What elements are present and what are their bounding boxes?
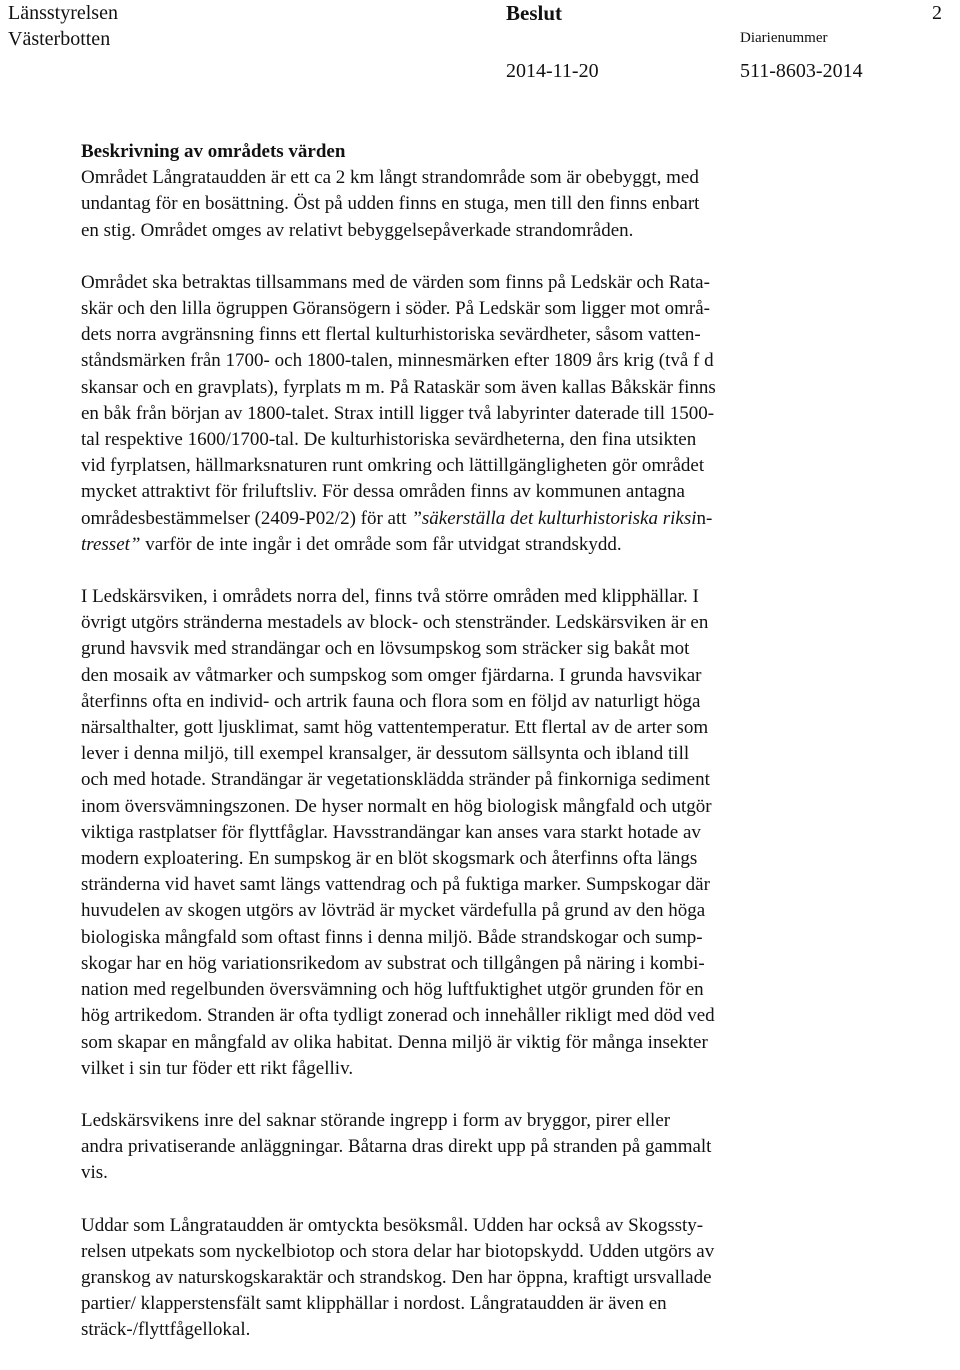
text-line — [81, 532, 881, 558]
italic-quote: ”säkerställa det kulturhistoriska riksi — [411, 507, 697, 529]
text-line: hög artrikedom. Stranden är ofta tydligt zonerad och innehåller rikligt med död ved — [81, 1005, 715, 1027]
text-line: I Ledskärsviken, i områdets norra del, finns två större områden med klipphällar. I — [81, 586, 699, 608]
paragraph-2 — [81, 270, 881, 558]
text-line: tal respektive 1600/1700-tal. De kulturhistoriska sevärdheterna, den fina utsikten — [81, 429, 697, 451]
paragraph-1 — [81, 165, 881, 244]
text-line: viktiga rastplatser för flyttfåglar. Havsstrandängar kan anses vara starkt hotade av — [81, 821, 701, 843]
paragraph-5 — [81, 1213, 881, 1344]
text-run: varför de inte ingår i det område som får utvidgat strandskydd. — [140, 533, 622, 555]
text-line: en båk från början av 1800-talet. Strax intill ligger två labyrinter daterade till 1500- — [81, 402, 715, 424]
text-line: stränderna vid havet samt längs vattendrag och på fuktiga marker. Sumpskogar där — [81, 874, 710, 896]
diarienummer-value: 511-8603-2014 — [740, 60, 863, 82]
text-line: vid fyrplatsen, hällmarksnaturen runt omkring och lättillgängligheten gör området — [81, 455, 705, 477]
text-line: övrigt utgörs stränderna mestadels av block- och stenstränder. Ledskärsviken är en — [81, 612, 709, 634]
text-line: skansar och en gravplats), fyrplats m m. På Rataskär som även kallas Båkskär finns — [81, 376, 716, 398]
text-line: den mosaik av våtmarker och sumpskog som omger fjärdarna. I grunda havsvikar — [81, 664, 702, 686]
text-line: dets norra avgränsning finns ett flertal kulturhistoriska sevärdheter, såsom vatten- — [81, 324, 701, 346]
text-line: Uddar som Långrataudden är omtyckta besöksmål. Udden har också av Skogssty- — [81, 1214, 704, 1236]
page-number: 2 — [932, 2, 942, 24]
paragraph-3 — [81, 584, 881, 1082]
text-line: sträck-/flyttfågellokal. — [81, 1319, 251, 1341]
text-line: modern exploatering. En sumpskog är en blöt skogsmark och återfinns ofta längs — [81, 848, 698, 870]
organization-region: Västerbotten — [8, 28, 111, 50]
text-line: granskog av naturskogskaraktär och strandskog. Den har öppna, kraftigt ursvallade — [81, 1266, 712, 1288]
paragraph-4 — [81, 1108, 881, 1187]
organization-name: Länsstyrelsen — [8, 2, 118, 24]
text-line: biologiska mångfald som oftast finns i denna miljö. Både strandskogar och sump- — [81, 926, 703, 948]
text-line: huvudelen av skogen utgörs av lövträd är mycket värdefulla på grund av den höga — [81, 900, 706, 922]
text-line — [81, 506, 881, 532]
text-line: grund havsvik med strandängar och en lövsumpskog som sträcker sig bakåt mot — [81, 638, 690, 660]
text-line: Ledskärsvikens inre del saknar störande ingrepp i form av bryggor, pirer eller — [81, 1109, 671, 1131]
text-line: lever i denna miljö, till exempel kransalger, är dessutom sällsynta och ibland till — [81, 743, 690, 765]
document-date: 2014-11-20 — [506, 60, 599, 82]
text-line: närsalthalter, gott ljusklimat, samt hög vattentemperatur. Ett flertal av de arter som — [81, 717, 709, 739]
text-line: andra privatiserande anläggningar. Båtarna dras direkt upp på stranden på gammalt — [81, 1136, 712, 1158]
text-line: skogar har en hög variationsrikedom av substrat och tillgången på näring i kombi- — [81, 952, 705, 974]
text-line: och med hotade. Strandängar är vegetationsklädda stränder på finkorniga sediment — [81, 769, 710, 791]
text-line: ståndsmärken från 1700- och 1800-talen, minnesmärken efter 1809 års krig (två f d — [81, 350, 714, 372]
text-line: återfinns ofta en individ- och artrik fauna och flora som en följd av naturligt höga — [81, 690, 701, 712]
text-run: n- — [696, 507, 713, 529]
document-body — [81, 139, 881, 1370]
text-line: nation med regelbunden översvämning och hög luftfuktighet utgör grunden för en — [81, 979, 704, 1001]
text-line: skär och den lilla ögruppen Göransögern i söder. På Ledskär som ligger mot områ- — [81, 298, 710, 320]
text-line: en stig. Området omges av relativt bebyggelsepåverkade strandområden. — [81, 219, 634, 241]
text-line: som skapar en mångfald av olika habitat. Denna miljö är viktig för många insekter — [81, 1031, 708, 1053]
text-line: vis. — [81, 1162, 108, 1184]
document-type: Beslut — [506, 1, 563, 25]
text-line: inom översvämningszonen. De hyser normalt en hög biologisk mångfald och utgör — [81, 795, 712, 817]
text-line: Området Långrataudden är ett ca 2 km långt strandområde som är obebyggt, med — [81, 167, 699, 189]
text-run: områdesbestämmelser (2409-P02/2) för att — [81, 507, 412, 529]
text-line: partier/ klapperstensfält samt klipphällar i nordost. Långrataudden är även en — [81, 1293, 667, 1315]
text-line: vilket i sin tur föder ett rikt fågelliv. — [81, 1057, 354, 1079]
italic-quote: tresset” — [81, 533, 141, 555]
text-line: relsen utpekats som nyckelbiotop och stora delar har biotopskydd. Udden utgörs av — [81, 1240, 715, 1262]
diarienummer-label: Diarienummer — [740, 30, 828, 46]
text-line: mycket attraktivt för friluftsliv. För dessa områden finns av kommunen antagna — [81, 481, 685, 503]
text-line: Området ska betraktas tillsammans med de värden som finns på Ledskär och Rata- — [81, 271, 710, 293]
text-line: undantag för en bosättning. Öst på udden finns en stuga, men till den finns enbart — [81, 193, 700, 215]
section-heading: Beskrivning av områdets värden — [81, 141, 346, 162]
